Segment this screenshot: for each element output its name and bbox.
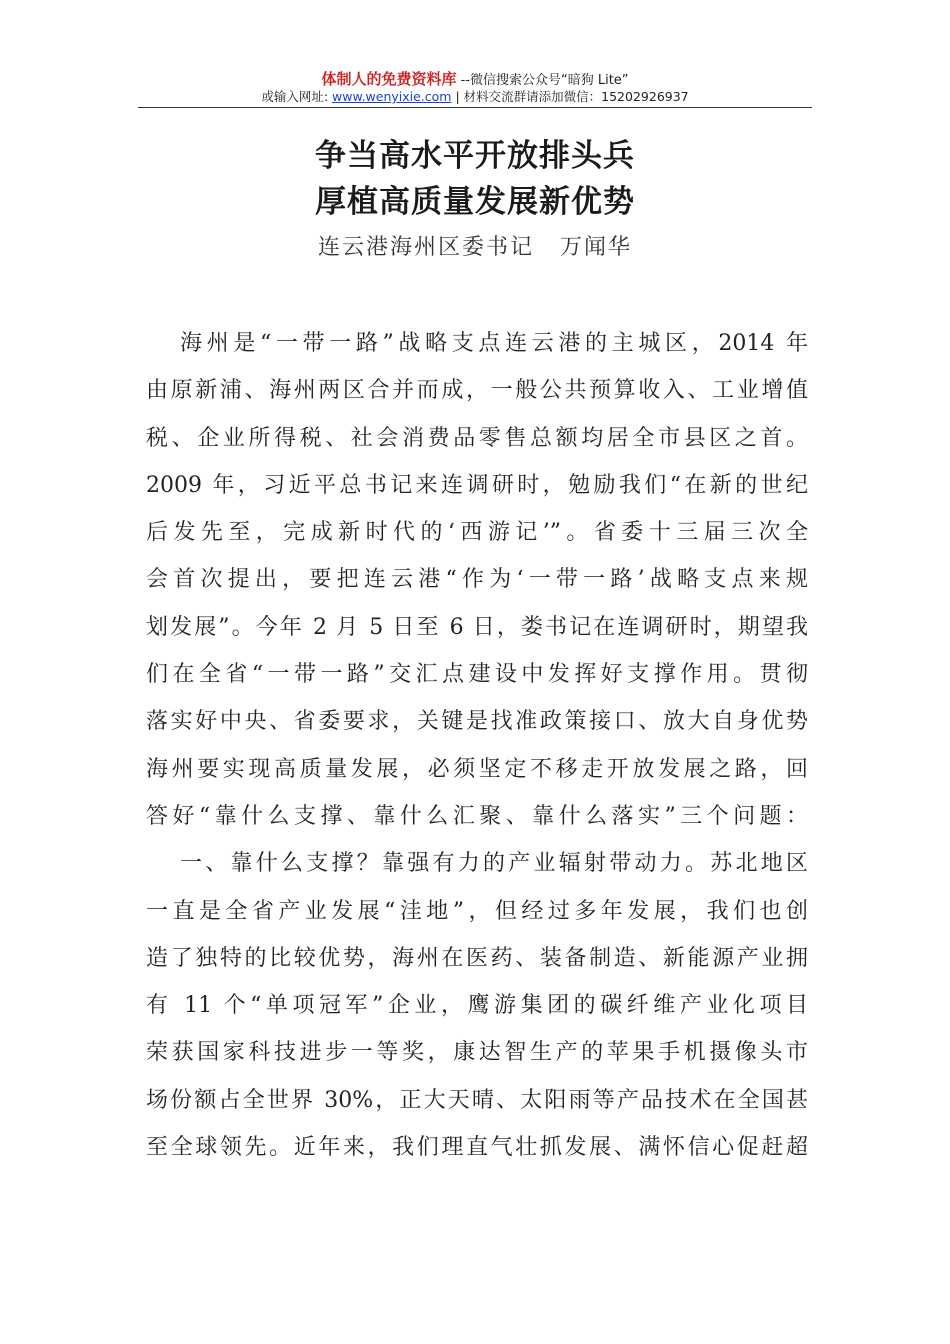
- title-line-2: 厚植高质量发展新优势: [315, 184, 635, 220]
- body-line: 一直是全省产业发展“洼地”，但经过多年发展，我们也创: [146, 898, 808, 924]
- header-tagline: --微信搜索公众号“暗狗 Lite”: [456, 73, 629, 88]
- body-line: 2009 年，习近平总书记来连调研时，勉励我们“在新的世纪: [146, 472, 808, 498]
- body-line: 场份额占全世界 30%，正大天晴、太阳雨等产品技术在全国甚: [146, 1087, 808, 1113]
- body-line: 们在全省“一带一路”交汇点建设中发挥好支撑作用。贯彻: [146, 662, 808, 688]
- body-line: 后发先至，完成新时代的‘西游记’”。省委十三届三次全: [146, 520, 808, 546]
- header-contact: | 材料交流群请添加微信：15202926937: [451, 89, 689, 104]
- byline: [0, 230, 950, 261]
- body-line: 一、靠什么支撑？靠强有力的产业辐射带动力。苏北地区: [180, 851, 808, 877]
- body-line: 答好“靠什么支撑、靠什么汇聚、靠什么落实”三个问题：: [146, 803, 808, 829]
- body-line: 海州要实现高质量发展，必须坚定不移走开放发展之路，回: [146, 756, 808, 782]
- body-line: 荣获国家科技进步一等奖，康达智生产的苹果手机摄像头市: [146, 1040, 808, 1066]
- body-line: 有 11 个“单项冠军”企业，鹰游集团的碳纤维产业化项目: [146, 993, 808, 1019]
- header-line-2: [138, 88, 812, 106]
- body-line: 税、企业所得税、社会消费品零售总额均居全市县区之首。: [146, 425, 808, 451]
- header-line-1: [138, 70, 812, 88]
- body-line: 造了独特的比较优势，海州在医药、装备制造、新能源产业拥: [146, 945, 808, 971]
- body-line: 落实好中央、省委要求，关键是找准政策接口、放大自身优势: [146, 709, 808, 735]
- document-header: [138, 70, 812, 106]
- header-brand: 体制人的免费资料库: [321, 70, 457, 88]
- body-line: 海州是“一带一路”战略支点连云港的主城区，2014 年: [180, 331, 808, 356]
- body-text: [146, 320, 808, 1171]
- byline-position: 连云港海州区委书记: [317, 235, 534, 260]
- header-url-link[interactable]: www.wenyixie.com: [332, 89, 452, 104]
- byline-author: 万闻华: [560, 235, 633, 260]
- body-line: 至全球领先。近年来，我们理直气壮抓发展、满怀信心促赶超: [146, 1135, 808, 1161]
- body-line: 会首次提出，要把连云港“作为‘一带一路’战略支点来规: [146, 567, 808, 593]
- header-url-prefix: 或输入网址:: [261, 89, 333, 104]
- header-divider: [138, 107, 812, 108]
- title-line-1: 争当高水平开放排头兵: [315, 138, 635, 174]
- body-line: 由原新浦、海州两区合并而成，一般公共预算收入、工业增值: [146, 378, 808, 404]
- body-line: 划发展”。今年 2 月 5 日至 6 日，娄书记在连调研时，期望我: [146, 614, 808, 640]
